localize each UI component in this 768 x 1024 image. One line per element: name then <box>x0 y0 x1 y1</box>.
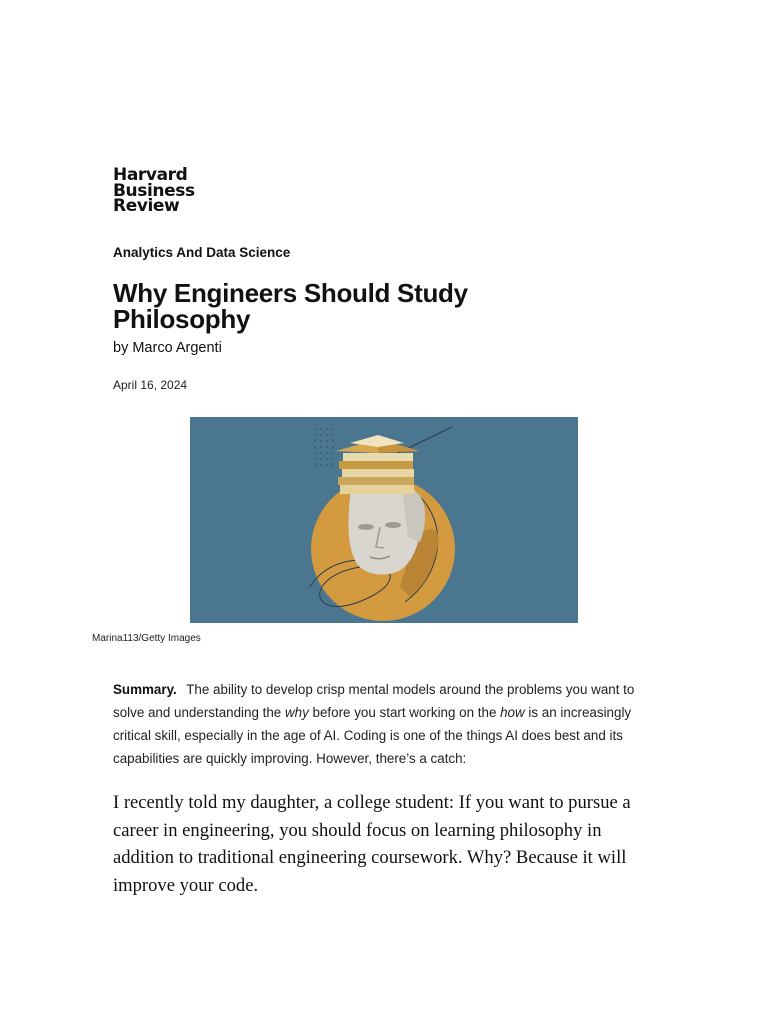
article-byline[interactable]: by Marco Argenti <box>113 340 222 356</box>
article-summary <box>113 678 658 770</box>
article-date: April 16, 2024 <box>113 378 188 392</box>
logo-line-2: Business <box>113 180 195 201</box>
summary-text-3: is an increasingly critical skill, especially in the age of AI. Coding is one of the things AI does best and its capabilities are quickly improving. However, there’s a catch: <box>113 705 632 766</box>
hero-image <box>190 417 578 623</box>
article-body-paragraph: I recently told my daughter, a college student: If you want to pursue a career in engineering, you should focus on learning philosophy in addition to traditional engineering coursework. Why? Because it will improve your code. <box>113 792 631 896</box>
image-credit: Marina113/Getty Images <box>92 633 201 644</box>
hbr-logo[interactable] <box>113 165 195 216</box>
summary-label: Summary. <box>113 682 177 697</box>
logo-line-1: Harvard <box>113 165 188 185</box>
hero-illustration <box>190 417 578 623</box>
article-category[interactable]: Analytics And Data Science <box>113 245 291 260</box>
summary-em-why: why <box>284 705 309 720</box>
summary-text-1: The ability to develop crisp mental models around the problems you want to solve and understanding the <box>113 682 635 720</box>
article-title: Why Engineers Should Study Philosophy <box>113 278 468 334</box>
logo-line-3: Review <box>113 196 180 216</box>
summary-em-how: how <box>500 705 525 720</box>
summary-text-2: before you start working on the <box>308 705 501 720</box>
